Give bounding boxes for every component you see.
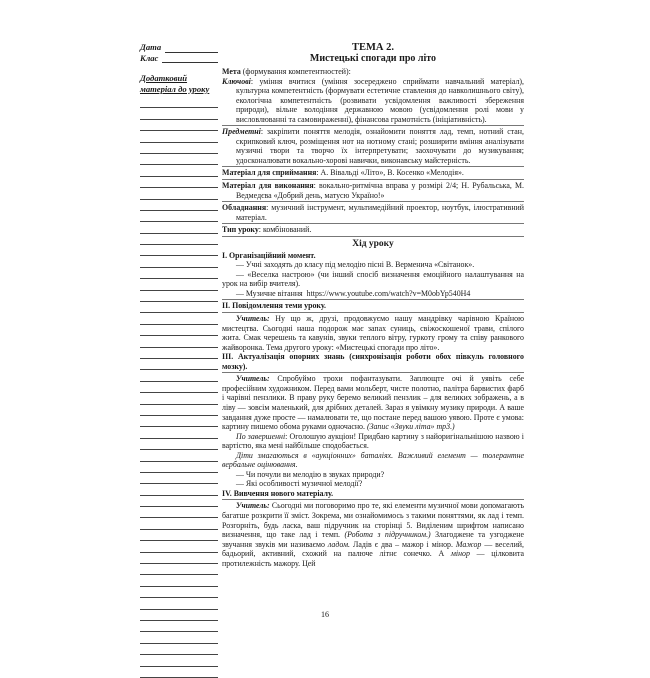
section-2-text: Ну що ж, друзі, продовжуємо нашу мандрівку чарівною Країною мистецтва. Сьогодні наша подорож має запах суниць, свіжоскошеної трави, спілого жита. Смак черешень та кавунів, звуки теплого вітру, гуркоту грому та співу ранкового жайворонка. Тема другого уроку: «Мистецькі спогади про літо».: [222, 314, 524, 352]
margin-line: [140, 177, 218, 188]
margin-line: [140, 530, 218, 541]
date-field: [140, 42, 218, 53]
perception-label: Матеріал для сприймання: [222, 168, 317, 178]
subject-text: : закріпити поняття мелодія, ознайомити поняття лад, темп, нотний стан, скрипковий ключ, розміщення нот на нотному стані; розширити вміння аналізувати музичні твори та творчо їх інтерпретувати; заохочувати до музикування; удосконалювати вокально-хорові навички, виконавську майстерність.: [236, 127, 524, 165]
section-1-paragraph: — Учні заходять до класу під мелодію пісні В. Верменича «Світанок».: [236, 260, 475, 270]
section-2-paragraph: [222, 314, 524, 352]
textbook-work-note: (Робота з підручником.): [344, 530, 431, 540]
margin-line: [140, 587, 218, 598]
goal-label: Мета: [222, 67, 241, 76]
margin-line: [140, 256, 218, 267]
goal-line: [222, 67, 524, 77]
margin-line: [140, 336, 218, 347]
musical-greeting: [222, 289, 524, 299]
divider: [222, 312, 524, 313]
audio-record-note: (Запис «Звуки літа» тр3.): [366, 422, 455, 432]
margin-line: [140, 143, 218, 154]
margin-line: [140, 450, 218, 461]
performance-material: [222, 181, 524, 200]
section-3-paragraph: [222, 374, 524, 431]
margin-line: [140, 564, 218, 575]
subject-label: Предметні: [222, 127, 261, 137]
margin-line: [140, 302, 218, 313]
margin-line: [140, 473, 218, 484]
margin-line: [140, 598, 218, 609]
margin-line: [140, 370, 218, 381]
date-label: Дата: [140, 42, 162, 52]
margin-line: [140, 211, 218, 222]
margin-line: [140, 382, 218, 393]
key-text: : уміння вчитися (уміння зосереджено сприймати навчальний матеріал), культурна компетентність (формувати естетичне ставлення до навколишнього світу), екологічна компетентність (розвивати усвідомлення важливості збереження природи), вільне володіння державною мовою (усвідомлення ролі мови у висловлюванні та самовираженні), фінансова грамотність (ініціативність).: [236, 76, 524, 124]
lesson-type: [222, 225, 524, 235]
margin-line: [140, 541, 218, 552]
margin-line: [140, 348, 218, 359]
lesson-title: Мистецькі спогади про літо: [309, 53, 437, 64]
margin-line: [140, 416, 218, 427]
divider: [222, 223, 524, 224]
divider: [222, 166, 524, 167]
section-1-title: I. Організаційний момент.: [222, 250, 316, 260]
margin-line: [140, 165, 218, 176]
section-4-text-a: Сьогодні ми поговоримо про те, які елементи музичної мови допомагають багатше розкрити її зміст. Зокрема, ми ознайомимось з такими поняттями, як лад і темп. Розгорніть, будь ласка, ваш підручник на сторінці 5. Виділеним шрифтом написано визначення, що таке лад і темп.: [222, 501, 524, 540]
class-label: Клас: [140, 52, 159, 63]
margin-line: [140, 97, 218, 108]
margin-line: [140, 553, 218, 564]
class-underline: [162, 54, 218, 63]
divider: [222, 201, 524, 202]
margin-line: [140, 484, 218, 495]
margin-line: [140, 359, 218, 370]
teacher-label: Учитель:: [236, 374, 270, 384]
lad-term: ладом.: [327, 539, 351, 549]
margin-line: [140, 154, 218, 165]
margin-line: [140, 120, 218, 131]
margin-line: [140, 518, 218, 529]
margin-line: [140, 200, 218, 211]
question-1: — Чи почули ви мелодію в звуках природи?: [236, 469, 385, 479]
performance-text: : вокально-ритмічна вправа у розмірі 2/4; Н. Рубальська, М. Ведмедєва «Добрий день, матусю Україно!»: [236, 181, 524, 200]
margin-line: [140, 667, 218, 678]
section-4-text-b: Злагоджене та узгоджене звучання звуків ми називаємо: [222, 530, 524, 549]
margin-line: [140, 393, 218, 404]
margin-line: [140, 188, 218, 199]
margin-line: [140, 268, 218, 279]
margin-line: [140, 427, 218, 438]
course-heading: Хід уроку: [352, 238, 394, 249]
type-label: Тип уроку: [222, 225, 259, 235]
lesson-content: [222, 42, 524, 568]
section-2-title: II. Повідомлення теми уроку.: [222, 301, 326, 311]
margin-line: [140, 291, 218, 302]
subject-competences: [222, 127, 524, 165]
divider: [222, 179, 524, 180]
key-competences: [222, 77, 524, 125]
margin-line: [140, 632, 218, 643]
section-3-title: III. Актуалізація опорних знань (синхронізація роботи обох півкуль головного мозку).: [222, 352, 524, 371]
margin-note-label: Додатковий матеріал до уроку: [140, 73, 210, 94]
date-underline: [165, 44, 218, 53]
margin-line: [140, 313, 218, 324]
divider: [222, 372, 524, 373]
class-field: [140, 53, 218, 64]
section-1-text: Учні заходять до класу під мелодію пісні В. Верменича «Світанок».: [245, 260, 475, 270]
equipment-label: Обладнання: [222, 203, 267, 213]
youtube-link[interactable]: https://www.youtube.com/watch?v=M0obYp540H4: [306, 288, 471, 298]
margin-line: [140, 108, 218, 119]
margin-line: [140, 245, 218, 256]
equipment-text: : музичний інструмент, мультимедійний проектор, ноутбук, ілюстративний матеріал.: [236, 203, 524, 222]
key-label: Ключові: [222, 76, 251, 86]
divider: [222, 299, 524, 300]
section-3-text: Спробуймо трохи пофантазувати. Заплющте очі й уявіть себе професійним художником. Перед вами мольберт, чисте полотно, палітра барвистих фарб і чарівні пензлики. В праву руку беремо великий пензлик – для великих зображень, а в ліву — зовсім маленький, для дрібних деталей. Зараз я увімкну музику природи. А ваше завдання дуже просте — намалювати те, що постане перед вашою уявою. Проте є умова: картину пишемо обома руками одночасно.: [222, 374, 524, 432]
margin-line: [140, 462, 218, 473]
page-number: 16: [321, 610, 329, 619]
equipment: [222, 203, 524, 222]
divider: [222, 499, 524, 500]
margin-line: [140, 621, 218, 632]
section-4-paragraph: [222, 501, 524, 568]
margin-line: [140, 405, 218, 416]
perception-text: : А. Вівальді «Літо», В. Косенко «Мелодія».: [316, 168, 464, 178]
goal-text: (формування компетентностей):: [240, 67, 351, 76]
margin-note-lines: [140, 97, 218, 678]
margin-column: [140, 42, 218, 678]
teacher-label: Учитель:: [236, 501, 270, 511]
minor-term: мінор: [450, 549, 470, 559]
after-label: По завершенні: [236, 431, 286, 441]
teacher-label: Учитель:: [236, 314, 270, 324]
margin-line: [140, 507, 218, 518]
margin-line: [140, 234, 218, 245]
after-text: : Оголошую аукціон! Придбаю картину з найоригінальнішою назвою і вартістю, яка мені найбільше сподобається.: [222, 431, 524, 451]
margin-line: [140, 439, 218, 450]
margin-line: [140, 325, 218, 336]
performance-label: Матеріал для виконання: [222, 181, 314, 191]
auction-paragraph: [222, 432, 524, 451]
margin-line: [140, 644, 218, 655]
margin-line: [140, 222, 218, 233]
divider: [222, 125, 524, 126]
topic-number: ТЕМА 2.: [352, 42, 394, 53]
musical-greeting-label: — Музичне вітання: [236, 288, 303, 298]
section-4-text-c: Ладів є два – мажор і мінор.: [350, 539, 456, 549]
margin-line: [140, 279, 218, 290]
margin-line: [140, 575, 218, 586]
type-text: : комбінований.: [258, 225, 312, 235]
mood-rainbow-text: — «Веселка настрою» (чи інший спосіб визначення емоційного налаштування на урок на вибір вчителя).: [222, 269, 524, 289]
major-term: Мажор: [455, 539, 482, 549]
margin-line: [140, 131, 218, 142]
section-4-title: IV. Вивчення нового матеріалу.: [222, 488, 334, 498]
section-4-text-d: — веселий, бадьорий, активний, схожий на палюче літнє сонечко. А: [222, 539, 524, 559]
divider: [222, 236, 524, 237]
question-2: — Які особливості музичної мелодії?: [236, 479, 363, 489]
perception-material: [222, 168, 524, 178]
kids-auction-note: Діти змагаються в «аукціонних» баталіях. Важливий елемент — толерантне вербальне оцінювання.: [222, 450, 524, 470]
margin-line: [140, 496, 218, 507]
section-4-text-e: — цілковита протилежність мажору. Цей: [222, 549, 524, 568]
margin-line: [140, 655, 218, 666]
